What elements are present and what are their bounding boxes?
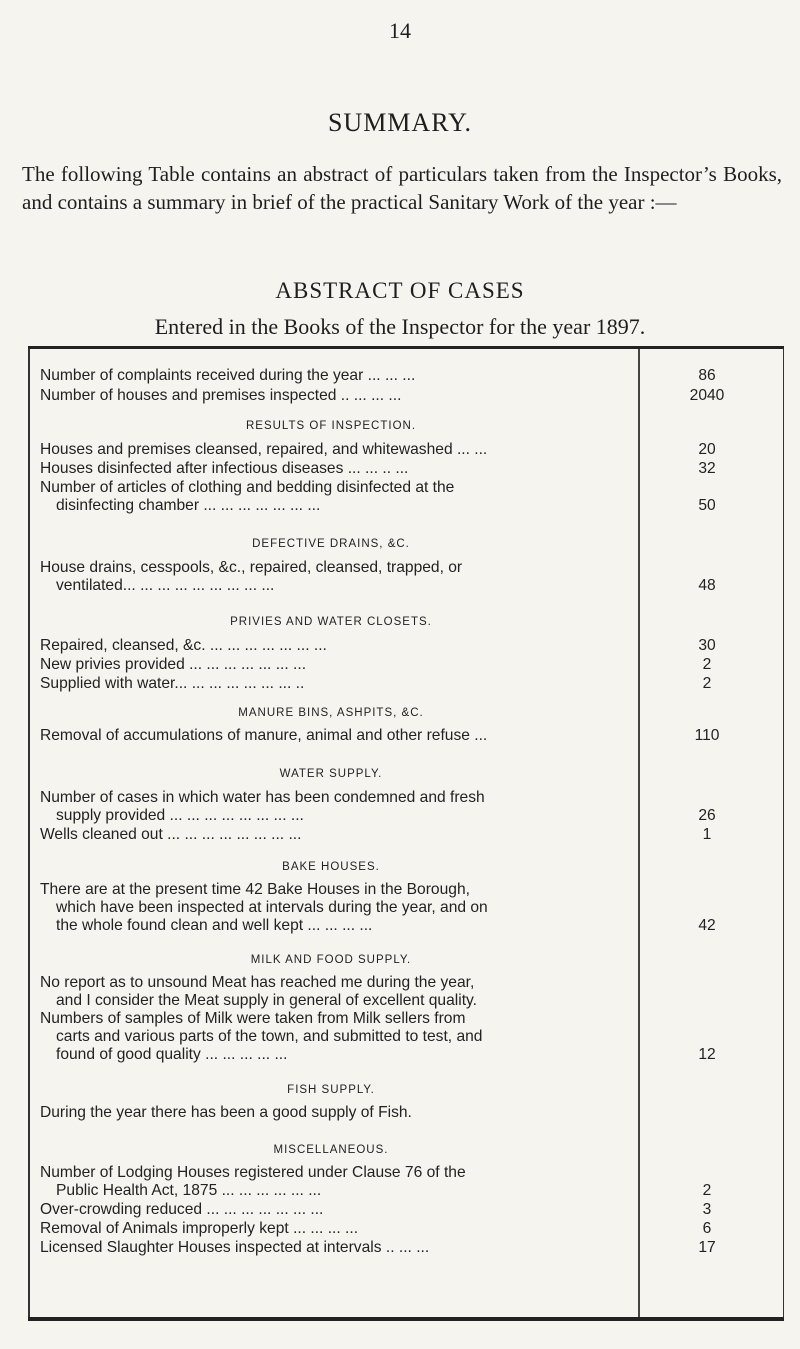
row-label: Removal of accumulations of manure, animal and other refuse ... — [40, 727, 488, 744]
row-label: During the year there has been a good supply of Fish. — [40, 1104, 412, 1121]
section-heading-water: WATER SUPPLY. — [279, 768, 383, 780]
row-value: 1 — [702, 826, 712, 843]
row-label: Licensed Slaughter Houses inspected at intervals .. ... ... — [40, 1239, 430, 1256]
row-label-line: found of good quality ... ... ... ... ... — [56, 1046, 288, 1063]
row-label-line: disinfecting chamber ... ... ... ... ... ... ... — [56, 497, 321, 514]
row-value: 30 — [698, 637, 716, 654]
table-rule-left — [28, 349, 30, 1317]
row-value: 50 — [698, 497, 716, 514]
section-heading-inspection: RESULTS OF INSPECTION. — [245, 420, 417, 432]
row-value: 42 — [698, 917, 716, 934]
row-value: 2040 — [689, 387, 725, 404]
row-value: 6 — [702, 1220, 712, 1237]
row-value: 48 — [698, 577, 716, 594]
section-heading-drains: DEFECTIVE DRAINS, &C. — [252, 538, 410, 550]
row-value: 20 — [698, 441, 716, 458]
intro-paragraph: The following Table contains an abstract of particulars taken from the Inspector’s Books, and contains a summary in brief of the practical Sanitary Work of the year :— — [22, 162, 782, 214]
row-value: 26 — [698, 807, 716, 824]
row-label: Over-crowding reduced ... ... ... ... ... ... ... — [40, 1201, 324, 1218]
row-label — [40, 974, 620, 1064]
row-label-line: the whole found clean and well kept ... ... ... ... — [56, 917, 373, 934]
row-label: Removal of Animals improperly kept ... ... ... ... — [40, 1220, 359, 1237]
row-label-line: Public Health Act, 1875 ... ... ... ... ... ... — [56, 1182, 322, 1199]
abstract-subtitle: Entered in the Books of the Inspector for the year 1897. — [154, 314, 646, 339]
row-value: 110 — [694, 727, 720, 744]
row-label — [40, 1164, 620, 1200]
row-value: 3 — [702, 1201, 712, 1218]
row-label: Number of complaints received during the year ... ... ... — [40, 367, 416, 384]
row-value: 2 — [702, 656, 712, 673]
section-heading-manure: MANURE BINS, ASHPITS, &C. — [238, 707, 424, 719]
row-label — [40, 559, 620, 595]
row-label-line: and I consider the Meat supply in general of excellent quality. — [56, 992, 477, 1009]
row-label-line: No report as to unsound Meat has reached me during the year, — [40, 974, 475, 991]
row-value: 32 — [698, 460, 716, 477]
row-label — [40, 479, 620, 515]
row-label: Supplied with water... ... ... ... ... ... ... .. — [40, 675, 305, 692]
row-label-line: There are at the present time 42 Bake Houses in the Borough, — [40, 881, 470, 898]
row-value: 12 — [698, 1046, 716, 1063]
row-value: 2 — [702, 675, 712, 692]
row-label-line: Number of Lodging Houses registered under Clause 76 of the — [40, 1164, 466, 1181]
abstract-table — [28, 346, 784, 1321]
row-label-line: supply provided ... ... ... ... ... ... ... ... — [56, 807, 304, 824]
summary-title: SUMMARY. — [327, 108, 473, 137]
section-heading-bake: BAKE HOUSES. — [282, 861, 380, 873]
row-label: Repaired, cleansed, &c. ... ... ... ... ... ... ... — [40, 637, 327, 654]
section-heading-privies: PRIVIES AND WATER CLOSETS. — [230, 616, 432, 628]
section-heading-milk: MILK AND FOOD SUPPLY. — [250, 954, 412, 966]
row-label-line: carts and various parts of the town, and submitted to test, and — [56, 1028, 483, 1045]
row-label — [40, 789, 620, 825]
row-label-line: Number of cases in which water has been condemned and fresh — [40, 789, 485, 806]
section-heading-fish: FISH SUPPLY. — [287, 1084, 375, 1096]
table-rule-right — [783, 349, 785, 1317]
row-label-line: Numbers of samples of Milk were taken from Milk sellers from — [40, 1010, 466, 1027]
row-value: 2 — [702, 1182, 712, 1199]
row-label-line: which have been inspected at intervals during the year, and on — [56, 899, 488, 916]
row-value: 86 — [698, 367, 716, 384]
row-value: 17 — [698, 1239, 716, 1256]
row-label: Houses and premises cleansed, repaired, and whitewashed ... ... — [40, 441, 488, 458]
section-heading-misc: MISCELLANEOUS. — [273, 1144, 389, 1156]
row-label-line: House drains, cesspools, &c., repaired, cleansed, trapped, or — [40, 559, 463, 576]
abstract-title: ABSTRACT OF CASES — [275, 278, 525, 303]
row-label: Houses disinfected after infectious diseases ... ... .. ... — [40, 460, 409, 477]
page-number: 14 — [389, 18, 411, 43]
row-label-line: ventilated... ... ... ... ... ... ... ... ... — [56, 577, 275, 594]
row-label-line: Number of articles of clothing and bedding disinfected at the — [40, 479, 455, 496]
row-label: Wells cleaned out ... ... ... ... ... ... ... ... — [40, 826, 302, 843]
row-label: New privies provided ... ... ... ... ... ... ... — [40, 656, 307, 673]
row-label: Number of houses and premises inspected .. ... ... ... — [40, 387, 402, 404]
row-label — [40, 881, 620, 935]
